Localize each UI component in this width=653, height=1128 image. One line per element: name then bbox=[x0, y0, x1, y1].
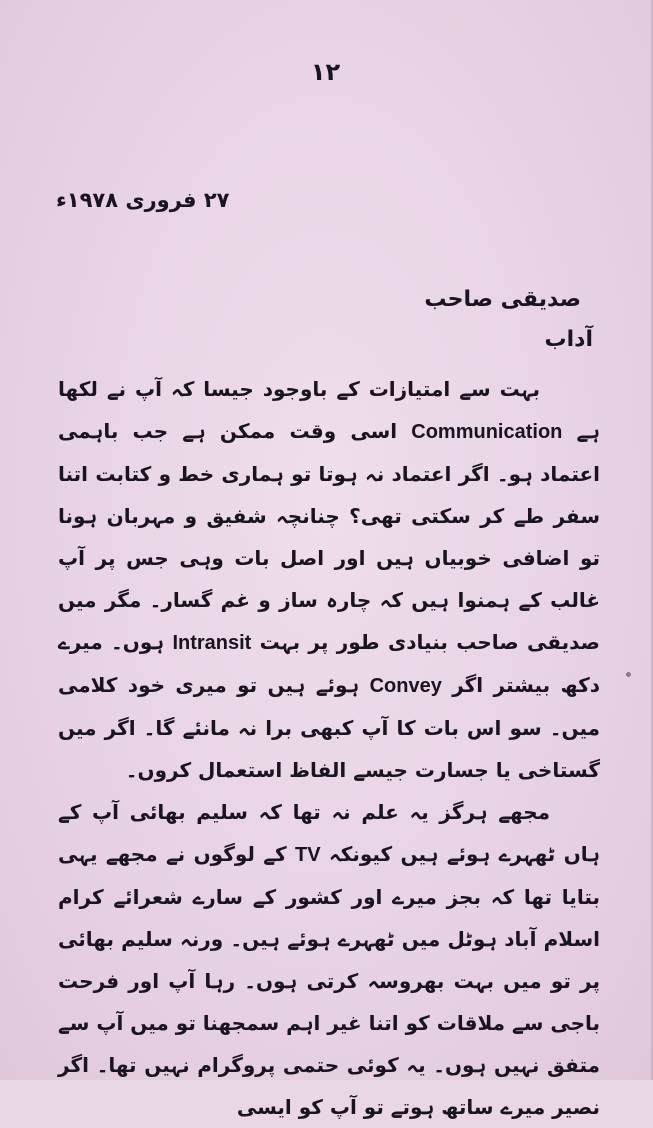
salutation-greeting: آداب bbox=[544, 327, 593, 352]
text-run: اسی وقت ممکن ہے جب باہمی اعتماد ہو۔ اگر اعتماد نہ ہوتا تو ہماری خط و کتابت اتنا سفر طے کر سکتی تھی؟ چنانچہ شفیق و مہربان ہونا تو اضافی خوبیاں ہیں اور اصل بات وہی جس پر آپ غالب کے ہمنوا ہیں کہ چارہ ساز و غم گسار۔ مگر میں صدیقی صاحب بنیادی طور پر بہت bbox=[58, 419, 600, 654]
text-run: مجھے ہرگز یہ علم نہ تھا کہ سلیم بھائی آپ کے ہاں ٹھہرے ہوئے ہیں کیونکہ bbox=[58, 800, 600, 866]
paragraph-2 bbox=[58, 791, 600, 1128]
text-run: کے لوگوں نے مجھے یہی بتایا تھا کہ بجز میرے اور کشور کے سارے شعرائے کرام اسلام آباد ہوٹل میں ٹھہرے ہوئے ہیں۔ ورنہ سلیم بھائی پر تو میں بہت بھروسہ کرتی ہوں۔ رہا آپ اور فرحت باجی سے ملاقات کو اتنا غیر اہم سمجھنا تو میں آپ سے متفق نہیں ہوں۔ یہ کوئی حتمی پروگرام نہیں تھا۔ اگر نصیر میرے ساتھ ہوتے تو آپ کو ایسی bbox=[58, 842, 600, 1119]
english-word: Communication bbox=[411, 421, 563, 443]
paragraph-1 bbox=[58, 368, 600, 791]
english-word: TV bbox=[295, 844, 321, 866]
paper-speck bbox=[626, 672, 631, 677]
letter-date: ۲۷ فروری ۱۹۷۸ء bbox=[56, 188, 230, 212]
letter-body bbox=[58, 368, 600, 1128]
page-number: ۱۲ bbox=[310, 58, 341, 86]
english-word: Intransit bbox=[172, 632, 252, 654]
text-run: ہوں۔ میرے دکھ بیشتر اگر bbox=[58, 630, 600, 697]
salutation-name: صدیقی صاحب bbox=[424, 287, 581, 312]
text-run: بہت سے امتیازات کے باوجود جیسا کہ آپ نے لکھا ہے bbox=[58, 377, 600, 443]
english-word: Convey bbox=[369, 675, 442, 697]
text-run: ہوئے ہیں تو میری خود کلامی میں۔ سو اس بات کا آپ کبھی برا نہ مانئے گا۔ اگر میں گستاخی یا جسارت جیسے الفاظ استعمال کروں۔ bbox=[58, 673, 600, 782]
